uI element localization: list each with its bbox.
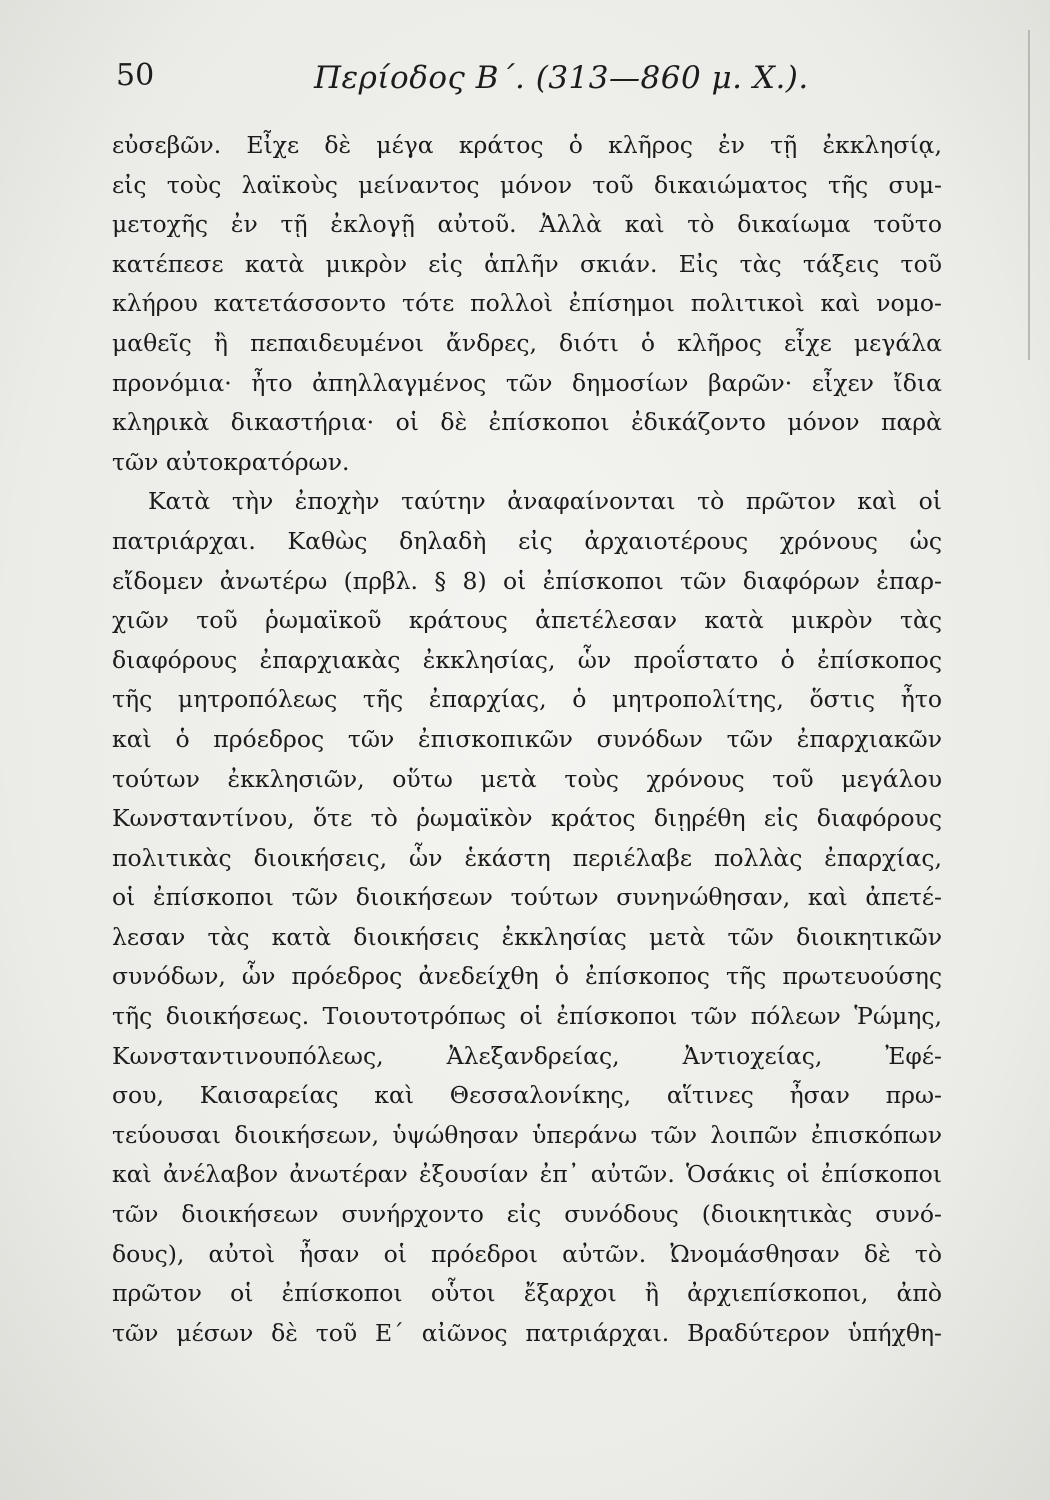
text-line: κλήρου κατετάσσοντο τότε πολλοὶ ἐπίσημοι πολιτικοὶ καὶ νομο- (112, 289, 942, 318)
text-line: Κωνσταντινουπόλεως, Ἀλεξανδρείας, Ἀντιοχείας, Ἐφέ- (112, 1041, 942, 1070)
text-line: καὶ ἀνέλαβον ἀνωτέραν ἐξουσίαν ἐπ᾽ αὐτῶν. Ὁσάκις οἱ ἐπίσκοποι (112, 1160, 942, 1189)
text-line: συνόδων, ὧν πρόεδρος ἀνεδείχθη ὁ ἐπίσκοπος τῆς πρωτευούσης (112, 962, 942, 991)
text-line: κληρικὰ δικαστήρια· οἱ δὲ ἐπίσκοποι ἐδικάζοντο μόνον παρὰ (112, 408, 942, 437)
text-line: εἴδομεν ἀνωτέρω (πρβλ. § 8) οἱ ἐπίσκοποι τῶν διαφόρων ἐπαρ- (112, 566, 942, 595)
text-line: σου, Καισαρείας καὶ Θεσσαλονίκης, αἵτινες ἦσαν πρω- (112, 1081, 942, 1110)
text-line: δους), αὐτοὶ ἦσαν οἱ πρόεδροι αὐτῶν. Ὠνομάσθησαν δὲ τὸ (112, 1239, 942, 1268)
text-line: εἰς τοὺς λαϊκοὺς μείναντος μόνον τοῦ δικαιώματος τῆς συμ- (112, 170, 942, 199)
text-line: τῶν αὐτοκρατόρων. (112, 447, 350, 476)
text-line: πατριάρχαι. Καθὼς δηλαδὴ εἰς ἀρχαιοτέρους χρόνους ὡς (112, 526, 942, 555)
text-line: προνόμια· ἦτο ἀπηλλαγμένος τῶν δημοσίων βαρῶν· εἶχεν ἴδια (112, 368, 942, 397)
text-line: τεύουσαι διοικήσεων, ὑψώθησαν ὑπεράνω τῶν λοιπῶν ἐπισκόπων (112, 1120, 942, 1149)
text-line: χιῶν τοῦ ῥωμαϊκοῦ κράτους ἀπετέλεσαν κατὰ μικρὸν τὰς (112, 606, 942, 635)
text-line: εὐσεβῶν. Εἶχε δὲ μέγα κράτος ὁ κλῆρος ἐν τῇ ἐκκλησίᾳ, (112, 131, 942, 159)
text-line: πολιτικὰς διοικήσεις, ὧν ἑκάστη περιέλαβε πολλὰς ἐπαρχίας, (112, 843, 942, 872)
running-title: Περίοδος Β΄. (313—860 μ. Χ.). (314, 60, 809, 96)
text-line: οἱ ἐπίσκοποι τῶν διοικήσεων τούτων συνηνώθησαν, καὶ ἀπετέ- (112, 883, 942, 912)
paragraph-1 (112, 126, 942, 482)
text-line: κατέπεσε κατὰ μικρὸν εἰς ἁπλῆν σκιάν. Εἰς τὰς τάξεις τοῦ (112, 249, 942, 278)
text-line: τῶν μέσων δὲ τοῦ Ε΄ αἰῶνος πατριάρχαι. Βραδύτερον ὑπήχθη- (112, 1318, 942, 1347)
text-line: τῶν διοικήσεων συνήρχοντο εἰς συνόδους (διοικητικὰς συνό- (112, 1200, 942, 1229)
text-line: λεσαν τὰς κατὰ διοικήσεις ἐκκλησίας μετὰ τῶν διοικητικῶν (112, 922, 942, 951)
body-text (112, 126, 942, 1353)
text-line: τούτων ἐκκλησιῶν, οὕτω μετὰ τοὺς χρόνους τοῦ μεγάλου (112, 764, 942, 793)
paragraph-2 (112, 482, 942, 1353)
text-line: μαθεῖς ἢ πεπαιδευμένοι ἄνδρες, διότι ὁ κλῆρος εἶχε μεγάλα (112, 328, 942, 357)
page-edge-shadow (1028, 30, 1030, 360)
text-line: Κατὰ τὴν ἐποχὴν ταύτην ἀναφαίνονται τὸ πρῶτον καὶ οἱ (148, 487, 942, 516)
text-line: καὶ ὁ πρόεδρος τῶν ἐπισκοπικῶν συνόδων τῶν ἐπαρχιακῶν (112, 724, 942, 753)
text-line: τῆς διοικήσεως. Τοιουτοτρόπως οἱ ἐπίσκοποι τῶν πόλεων Ῥώμης, (112, 1002, 942, 1031)
page-header (116, 58, 956, 108)
text-line: Κωνσταντίνου, ὅτε τὸ ῥωμαϊκὸν κράτος διῃρέθη εἰς διαφόρους (112, 804, 942, 833)
page-number: 50 (116, 58, 155, 93)
text-line: πρῶτον οἱ ἐπίσκοποι οὗτοι ἔξαρχοι ἢ ἀρχιεπίσκοποι, ἀπὸ (112, 1279, 942, 1308)
text-line: μετοχῆς ἐν τῇ ἐκλογῇ αὐτοῦ. Ἀλλὰ καὶ τὸ δικαίωμα τοῦτο (112, 210, 942, 239)
text-line: διαφόρους ἐπαρχιακὰς ἐκκλησίας, ὧν προΐστατο ὁ ἐπίσκοπος (112, 645, 942, 674)
text-line: τῆς μητροπόλεως τῆς ἐπαρχίας, ὁ μητροπολίτης, ὅστις ἦτο (112, 685, 942, 714)
